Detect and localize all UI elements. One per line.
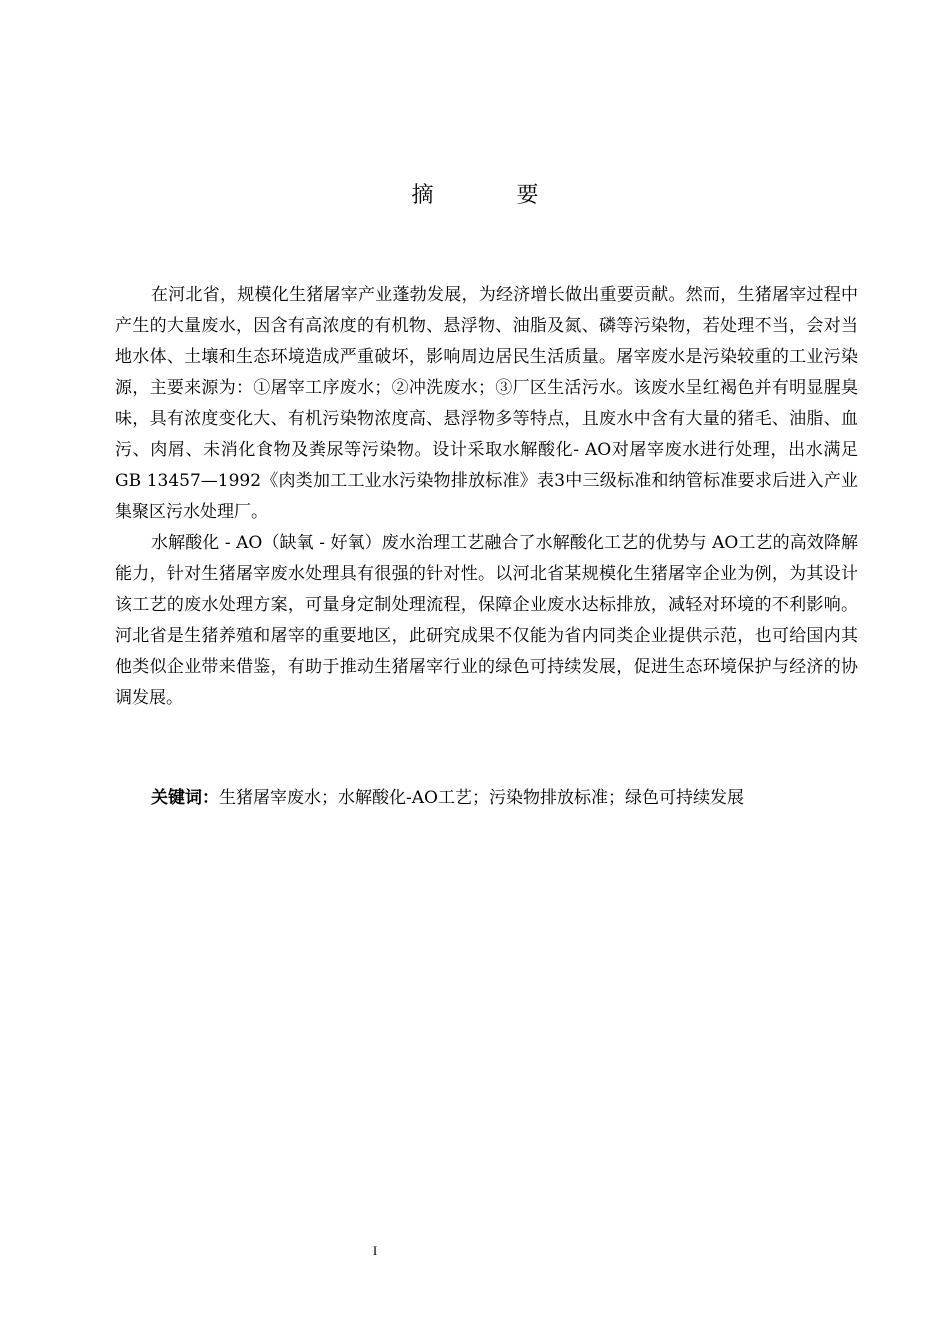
keywords-line <box>151 783 744 814</box>
abstract-paragraph: 水解酸化 - AO（缺氧 - 好氧）废水治理工艺融合了水解酸化工艺的优势与 AO工艺的高效降解能力，针对生猪屠宰废水处理具有很强的针对性。以河北省某规模化生猪屠宰企业为例，为其设计该工艺的废水处理方案，可量身定制处理流程，保障企业废水达标排放，减轻对环境的不利影响。河北省是生猪养殖和屠宰的重要地区，此研究成果不仅能为省内同类企业提供示范，也可给国内其他类似企业带来借鉴，有助于推动生猪屠宰行业的绿色可持续发展，促进生态环境保护与经济的协调发展。 <box>115 533 858 708</box>
page-number: I <box>372 1243 378 1258</box>
keywords-label: 关键词： <box>151 788 219 808</box>
abstract-body <box>115 280 858 714</box>
abstract-title: 摘 要 <box>411 183 577 208</box>
abstract-paragraph: 在河北省，规模化生猪屠宰产业蓬勃发展，为经济增长做出重要贡献。然而，生猪屠宰过程中产生的大量废水，因含有高浓度的有机物、悬浮物、油脂及氮、磷等污染物，若处理不当，会对当地水体、土壤和生态环境造成严重破坏，影响周边居民生活质量。屠宰废水是污染较重的工业污染源，主要来源为：①屠宰工序废水；②冲洗废水；③厂区生活污水。该废水呈红褐色并有明显腥臭味，具有浓度变化大、有机污染物浓度高、悬浮物多等特点，且废水中含有大量的猪毛、油脂、血污、肉屑、未消化食物及粪尿等污染物。设计采取水解酸化- AO对屠宰废水进行处理，出水满足 GB 13457—1992《肉类加工工业水污染物排放标准》表3中三级标准和纳管标准要求后进入产业集聚区污水处理厂。 <box>115 285 858 522</box>
keywords-text: 生猪屠宰废水；水解酸化-AO工艺；污染物排放标准；绿色可持续发展 <box>219 788 744 808</box>
